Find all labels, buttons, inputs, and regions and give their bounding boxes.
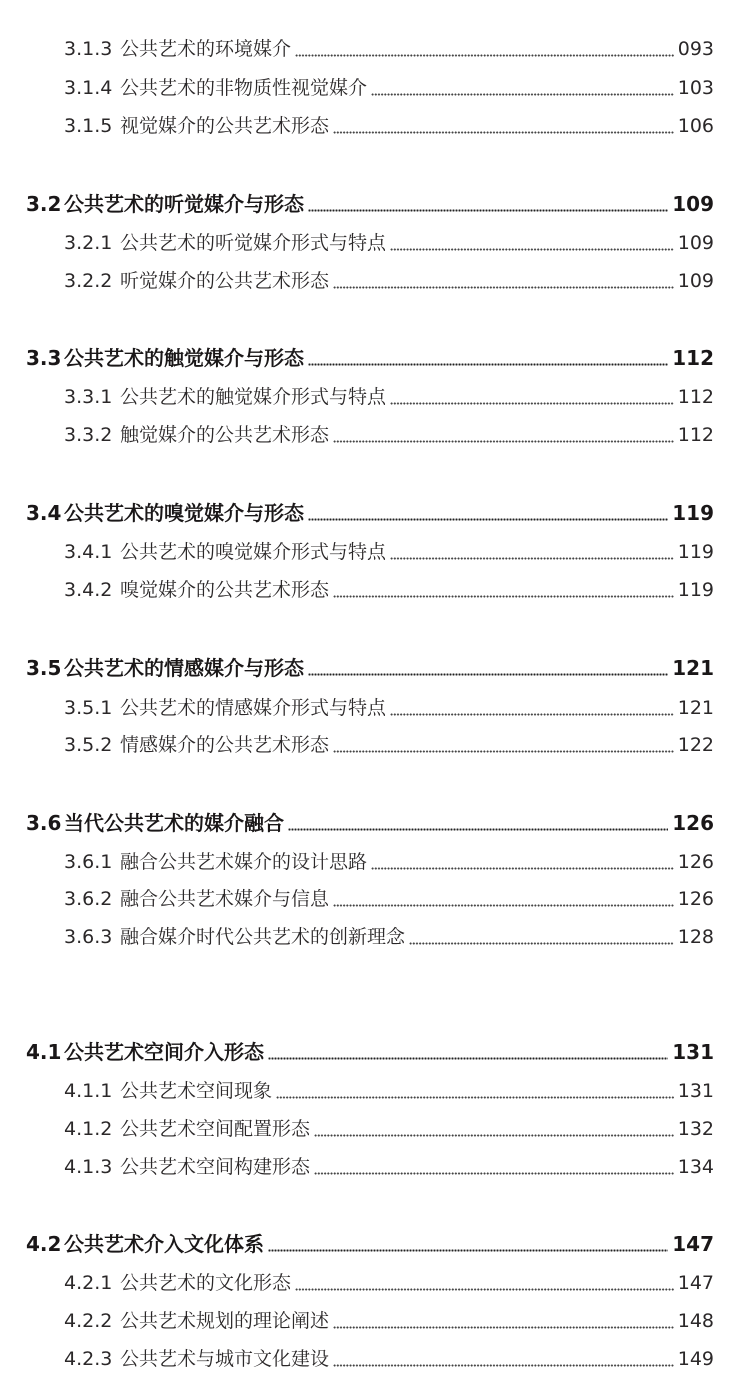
entry-page-number: 112 [677,424,714,446]
entry-title: 触觉媒介的公共艺术形态 [120,424,330,446]
entry-number: 3.4.1 [64,541,113,563]
dot-leader [390,713,674,716]
toc-section-entry [26,651,714,685]
toc-subsection-entry [64,1074,714,1108]
entry-page-number: 093 [677,38,714,60]
entry-number: 3.2 [26,192,62,216]
entry-page-number: 112 [672,346,714,370]
entry-number: 3.6.3 [64,926,113,948]
dot-leader [308,209,668,212]
dot-leader [390,248,674,251]
dot-leader [333,904,674,907]
toc-subsection-entry [64,1266,714,1300]
entry-number: 3.4.2 [64,579,113,601]
dot-leader [390,557,674,560]
entry-page-number: 109 [677,232,714,254]
entry-page-number: 119 [672,501,714,525]
entry-number: 4.1 [26,1040,62,1064]
toc-section-entry [26,187,714,221]
entry-page-number: 148 [677,1310,714,1332]
dot-leader [268,1249,668,1252]
entry-title: 情感媒介的公共艺术形态 [120,734,330,756]
entry-page-number: 119 [677,579,714,601]
entry-title: 公共艺术的环境媒介 [120,38,292,60]
toc-subsection-entry [64,535,714,569]
entry-page-number: 134 [677,1156,714,1178]
toc-subsection-entry [64,226,714,260]
entry-number: 4.1.1 [64,1080,113,1102]
entry-title: 公共艺术空间配置形态 [120,1118,311,1140]
entry-number: 4.1.2 [64,1118,113,1140]
entry-title: 公共艺术空间构建形态 [120,1156,311,1178]
toc-subsection-entry [64,728,714,762]
entry-page-number: 121 [672,656,714,680]
toc-subsection-entry [64,691,714,725]
entry-number: 3.1.4 [64,77,113,99]
entry-page-number: 106 [677,115,714,137]
toc-subsection-entry [64,1342,714,1376]
entry-title: 公共艺术的非物质性视觉媒介 [120,77,368,99]
toc-subsection-entry [64,1304,714,1338]
entry-title: 公共艺术空间现象 [120,1080,273,1102]
entry-number: 3.5.2 [64,734,113,756]
entry-title: 公共艺术规划的理论阐述 [120,1310,330,1332]
toc-subsection-entry [64,32,714,66]
toc-subsection-entry [64,109,714,143]
entry-number: 3.5 [26,656,62,680]
entry-title: 当代公共艺术的媒介融合 [64,811,284,835]
entry-number: 3.6.1 [64,851,113,873]
entry-title: 公共艺术介入文化体系 [64,1232,264,1256]
dot-leader [371,867,674,870]
entry-number: 4.1.3 [64,1156,113,1178]
dot-leader [333,1364,674,1367]
entry-title: 公共艺术的听觉媒介与形态 [64,192,304,216]
entry-title: 公共艺术与城市文化建设 [120,1348,330,1370]
entry-title: 公共艺术的触觉媒介形式与特点 [120,386,387,408]
toc-subsection-entry [64,264,714,298]
entry-title: 公共艺术的触觉媒介与形态 [64,346,304,370]
dot-leader [314,1134,674,1137]
entry-page-number: 122 [677,734,714,756]
entry-page-number: 131 [677,1080,714,1102]
entry-number: 3.4 [26,501,62,525]
entry-number: 3.2.2 [64,270,113,292]
entry-number: 4.2.3 [64,1348,113,1370]
toc-subsection-entry [64,882,714,916]
dot-leader [295,54,674,57]
entry-page-number: 126 [672,811,714,835]
entry-title: 公共艺术的听觉媒介形式与特点 [120,232,387,254]
entry-title: 公共艺术的情感媒介与形态 [64,656,304,680]
dot-leader [409,942,674,945]
dot-leader [333,286,674,289]
toc-subsection-entry [64,71,714,105]
entry-number: 3.1.3 [64,38,113,60]
entry-page-number: 109 [672,192,714,216]
toc-subsection-entry [64,573,714,607]
dot-leader [288,828,668,831]
dot-leader [390,402,674,405]
entry-number: 3.5.1 [64,697,113,719]
dot-leader [333,595,674,598]
dot-leader [333,1326,674,1329]
dot-leader [333,131,674,134]
toc-section-entry [26,806,714,840]
dot-leader [308,673,668,676]
dot-leader [276,1096,674,1099]
entry-page-number: 109 [677,270,714,292]
entry-number: 3.1.5 [64,115,113,137]
entry-page-number: 128 [677,926,714,948]
entry-title: 视觉媒介的公共艺术形态 [120,115,330,137]
toc-section-entry [26,1035,714,1069]
toc-subsection-entry [64,1112,714,1146]
entry-title: 公共艺术的文化形态 [120,1272,292,1294]
toc-section-entry [26,1227,714,1261]
entry-title: 嗅觉媒介的公共艺术形态 [120,579,330,601]
entry-page-number: 121 [677,697,714,719]
dot-leader [314,1172,674,1175]
entry-page-number: 126 [677,888,714,910]
entry-title: 融合公共艺术媒介的设计思路 [120,851,368,873]
dot-leader [295,1288,674,1291]
toc-section-entry [26,496,714,530]
entry-number: 4.2 [26,1232,62,1256]
entry-page-number: 119 [677,541,714,563]
entry-title: 融合公共艺术媒介与信息 [120,888,330,910]
dot-leader [308,518,668,521]
toc-subsection-entry [64,380,714,414]
dot-leader [268,1057,668,1060]
entry-number: 3.3.1 [64,386,113,408]
entry-page-number: 131 [672,1040,714,1064]
entry-page-number: 112 [677,386,714,408]
entry-title: 公共艺术的嗅觉媒介与形态 [64,501,304,525]
dot-leader [308,363,668,366]
entry-title: 听觉媒介的公共艺术形态 [120,270,330,292]
toc-subsection-entry [64,418,714,452]
entry-page-number: 149 [677,1348,714,1370]
entry-title: 公共艺术空间介入形态 [64,1040,264,1064]
toc-subsection-entry [64,1150,714,1184]
entry-page-number: 147 [677,1272,714,1294]
entry-number: 3.6 [26,811,62,835]
entry-title: 公共艺术的情感媒介形式与特点 [120,697,387,719]
entry-title: 公共艺术的嗅觉媒介形式与特点 [120,541,387,563]
entry-number: 3.2.1 [64,232,113,254]
entry-number: 3.3.2 [64,424,113,446]
entry-page-number: 147 [672,1232,714,1256]
dot-leader [371,93,674,96]
entry-page-number: 126 [677,851,714,873]
dot-leader [333,440,674,443]
entry-page-number: 132 [677,1118,714,1140]
entry-title: 融合媒介时代公共艺术的创新理念 [120,926,406,948]
entry-number: 4.2.1 [64,1272,113,1294]
toc-section-entry [26,341,714,375]
entry-number: 3.6.2 [64,888,113,910]
toc-subsection-entry [64,920,714,954]
entry-number: 3.3 [26,346,62,370]
dot-leader [333,750,674,753]
toc-subsection-entry [64,845,714,879]
entry-number: 4.2.2 [64,1310,113,1332]
entry-page-number: 103 [677,77,714,99]
